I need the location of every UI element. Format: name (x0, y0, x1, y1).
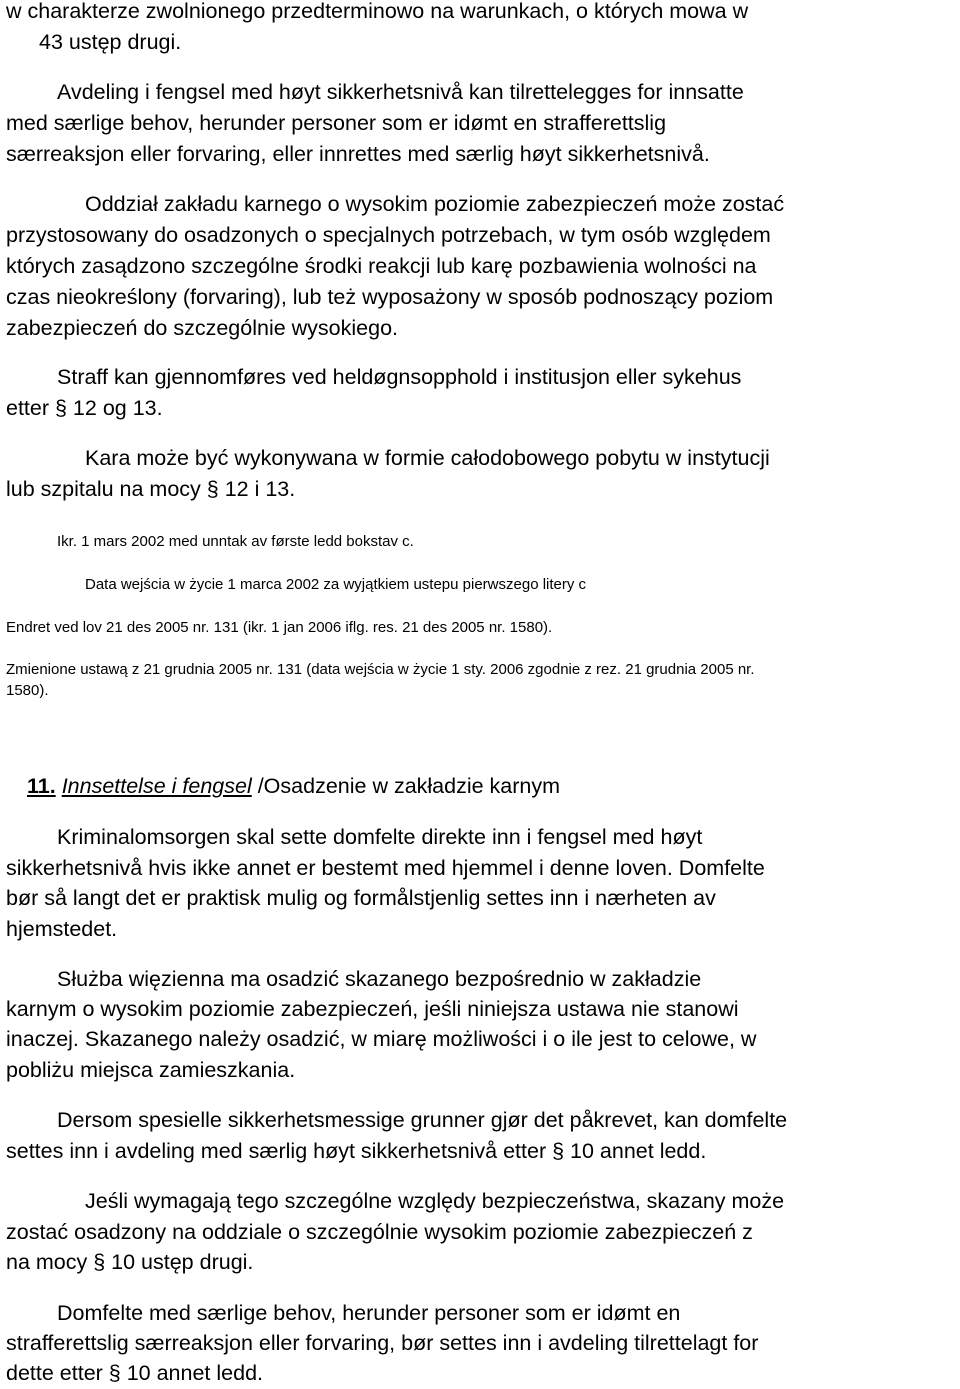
body-text-line: Kara może być wykonywana w formie całodobowego pobytu w instytucji (85, 446, 770, 470)
body-text-line: Jeśli wymagają tego szczególne względy bezpieczeństwa, skazany może (85, 1189, 785, 1213)
body-text-line: strafferettslig særreaksjon eller forvaring, bør settes inn i avdeling tilrettelagt for (6, 1331, 759, 1355)
note-line: Zmienione ustawą z 21 grudnia 2005 nr. 131 (data wejścia w życie 1 sty. 2006 zgodnie z rez. 21 grudnia 2005 nr. (6, 661, 755, 678)
body-text-line: bør så langt det er praktisk mulig og formålstjenlig settes inn i nærheten av (6, 886, 716, 910)
note-line: 1580). (6, 682, 49, 699)
body-text-line: Dersom spesielle sikkerhetsmessige grunner gjør det påkrevet, kan domfelte (57, 1108, 788, 1132)
body-text-line: Kriminalomsorgen skal sette domfelte direkte inn i fengsel med høyt (57, 825, 703, 849)
body-text-line: karnym o wysokim poziomie zabezpieczeń, jeśli niniejsza ustawa nie stanowi (6, 997, 739, 1021)
body-text-line: etter § 12 og 13. (6, 396, 163, 420)
note-line: Data wejścia w życie 1 marca 2002 za wyjątkiem ustepu pierwszego litery c (85, 576, 587, 593)
body-text-line: dette etter § 10 annet ledd. (6, 1361, 264, 1385)
body-text-line: med særlige behov, herunder personer som er idømt en strafferettslig (6, 111, 667, 135)
section-number: 11. (27, 774, 56, 798)
body-text-line: særreaksjon eller forvaring, eller innrettes med særlig høyt sikkerhetsnivå. (6, 142, 710, 166)
body-text-line: pobliżu miejsca zamieszkania. (6, 1058, 296, 1082)
body-text-line: Oddział zakładu karnego o wysokim poziomie zabezpieczeń może zostać (85, 192, 785, 216)
body-text-line: Straff kan gjennomføres ved heldøgnsopphold i institusjon eller sykehus (57, 365, 742, 389)
body-text-line: w charakterze zwolnionego przedterminowo na warunkach, o których mowa w (6, 0, 749, 23)
body-text-line: hjemstedet. (6, 917, 118, 941)
section-heading (27, 771, 560, 801)
body-text-line: 43 ustęp drugi. (39, 30, 182, 54)
body-text-line: settes inn i avdeling med særlig høyt sikkerhetsnivå etter § 10 annet ledd. (6, 1139, 707, 1163)
body-text-line: sikkerhetsnivå hvis ikke annet er bestemt med hjemmel i denne loven. Domfelte (6, 856, 765, 880)
note-line: Endret ved lov 21 des 2005 nr. 131 (ikr. 1 jan 2006 iflg. res. 21 des 2005 nr. 1580). (6, 619, 553, 636)
section-title-pl: /Osadzenie w zakładzie karnym (251, 774, 561, 798)
body-text-line: Służba więzienna ma osadzić skazanego bezpośrednio w zakładzie (57, 967, 702, 991)
body-text-line: których zasądzono szczególne środki reakcji lub karę pozbawienia wolności na (6, 254, 757, 278)
body-text-line: czas nieokreślony (forvaring), lub też wyposażony w sposób podnoszący poziom (6, 285, 774, 309)
body-text-line: inaczej. Skazanego należy osadzić, w miarę możliwości i o ile jest to celowe, w (6, 1027, 757, 1051)
body-text-line: Domfelte med særlige behov, herunder personer som er idømt en (57, 1301, 681, 1325)
body-text-line: zabezpieczeń do szczególnie wysokiego. (6, 316, 399, 340)
note-line: Ikr. 1 mars 2002 med unntak av første ledd bokstav c. (57, 533, 414, 550)
body-text-line: przystosowany do osadzonych o specjalnych potrzebach, w tym osób względem (6, 223, 771, 247)
section-title-no: Innsettelse i fengsel (61, 774, 252, 798)
body-text-line: lub szpitalu na mocy § 12 i 13. (6, 477, 296, 501)
body-text-line: zostać osadzony na oddziale o szczególnie wysokim poziomie zabezpieczeń z (6, 1220, 753, 1244)
body-text-line: Avdeling i fengsel med høyt sikkerhetsnivå kan tilrettelegges for innsatte (57, 80, 744, 104)
body-text-line: na mocy § 10 ustęp drugi. (6, 1250, 254, 1274)
